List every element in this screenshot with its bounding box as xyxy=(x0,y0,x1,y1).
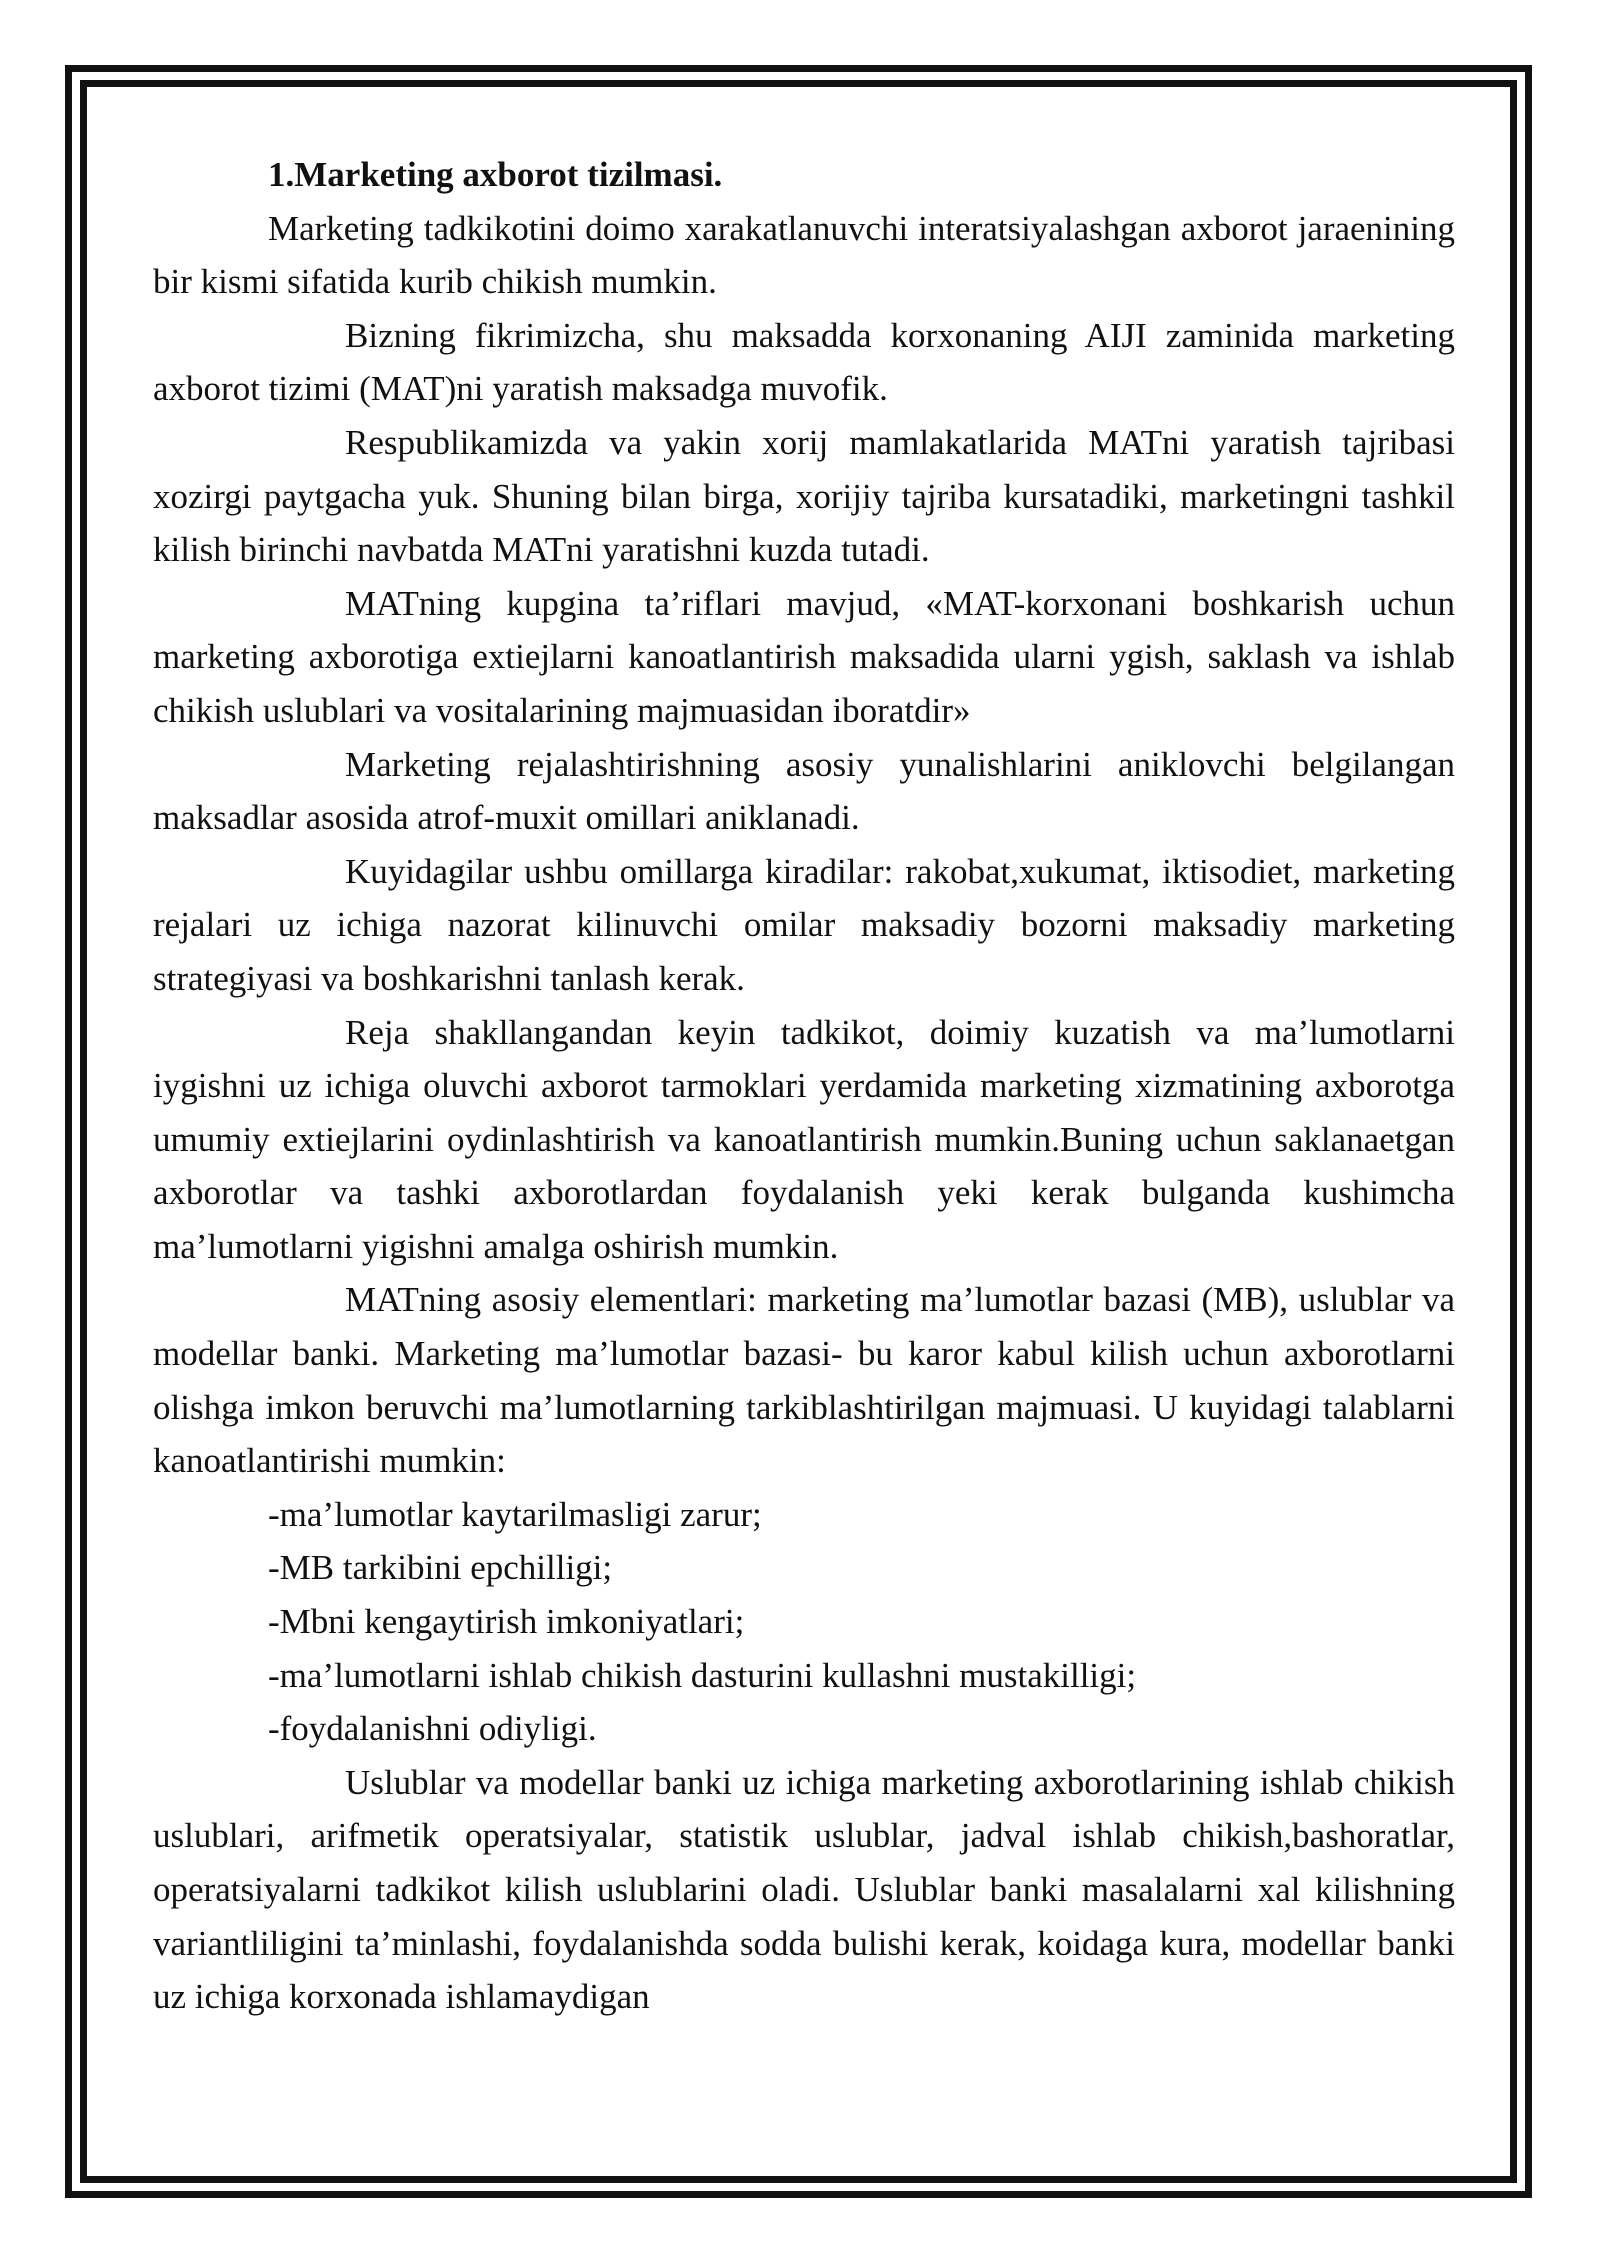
list-item: -foydalanishni odiyligi. xyxy=(268,1709,597,1749)
document-body xyxy=(153,148,1455,2024)
paragraph-opinion: Bizning fikrimizcha, shu maksadda korxonaning AIJI zaminida marketing axborot tizimi (MAT)ni yaratish maksadga muvofik. xyxy=(153,315,1455,409)
paragraph-intro: Marketing tadkikotini doimo xarakatlanuvchi interatsiyalashgan axborot jaraenining bir kismi sifatida kurib chikish mumkin. xyxy=(153,208,1455,302)
list-item: -MB tarkibini epchilligi; xyxy=(268,1548,613,1588)
list-item: -Mbni kengaytirish imkoniyatlari; xyxy=(268,1602,745,1642)
paragraph-definition: MATning kupgina ta’riflari mavjud, «MAT-korxonani boshkarish uchun marketing axborotiga extiejlarni kanoatlantirish maksadida ularni ygish, saklash va ishlab chikish uslublari va vositalarining majmuasidan iboratdir» xyxy=(153,583,1455,730)
paragraph-experience: Respublikamizda va yakin xorij mamlakatlarida MATni yaratish tajribasi xozirgi paytgacha yuk. Shuning bilan birga, xorijiy tajriba kursatadiki, marketingni tashkil kilish birinchi navbatda MATni yaratishni kuzda tutadi. xyxy=(153,422,1455,570)
paragraph-methods-bank: Uslublar va modellar banki uz ichiga marketing axborotlarining ishlab chikish uslublari, arifmetik operatsiyalar, statistik uslublar, jadval ishlab chikish,bashoratlar, operatsiyalarni tadkikot kilish uslublarini oladi. Uslublar banki masalalarni xal kilishning variantliligini ta’minlashi, foydalanishda sodda bulishi kerak, koidaga kura, modellar banki uz ichiga korxonada ishlamaydigan xyxy=(153,1762,1455,2017)
paragraph-factors: Kuyidagilar ushbu omillarga kiradilar: rakobat,xukumat, iktisodiet, marketing rejalari uz ichiga nazorat kilinuvchi omilar maksadiy bozorni maksadiy marketing strategiyasi va boshkarishni tanlash kerak. xyxy=(153,851,1455,998)
paragraph-planning: Marketing rejalashtirishning asosiy yunalishlarini aniklovchi belgilangan maksadlar asosida atrof-muxit omillari aniklanadi. xyxy=(153,744,1455,838)
list-item: -ma’lumotlarni ishlab chikish dasturini kullashni mustakilligi; xyxy=(268,1655,1137,1695)
paragraph-research: Reja shakllangandan keyin tadkikot, doimiy kuzatish va ma’lumotlarni iygishni uz ichiga oluvchi axborot tarmoklari yerdamida marketing xizmatining axborotga umumiy extiejlarini oydinlashtirish va kanoatlantirish mumkin.Buning uchun saklanaetgan axborotlar va tashki axborotlardan foydalanish yeki kerak bulganda kushimcha ma’lumotlarni yigishni amalga oshirish mumkin. xyxy=(153,1012,1455,1266)
paragraph-elements: MATning asosiy elementlari: marketing ma’lumotlar bazasi (MB), uslublar va modellar banki. Marketing ma’lumotlar bazasi- bu karor kabul kilish uchun axborotlarni olishga imkon beruvchi ma’lumotlarning tarkiblashtirilgan majmuasi. U kuyidagi talablarni kanoatlantirishi mumkin: xyxy=(153,1280,1455,1481)
section-heading: 1.Marketing axborot tizilmasi. xyxy=(268,155,723,194)
list-item: -ma’lumotlar kaytarilmasligi zarur; xyxy=(268,1494,762,1534)
